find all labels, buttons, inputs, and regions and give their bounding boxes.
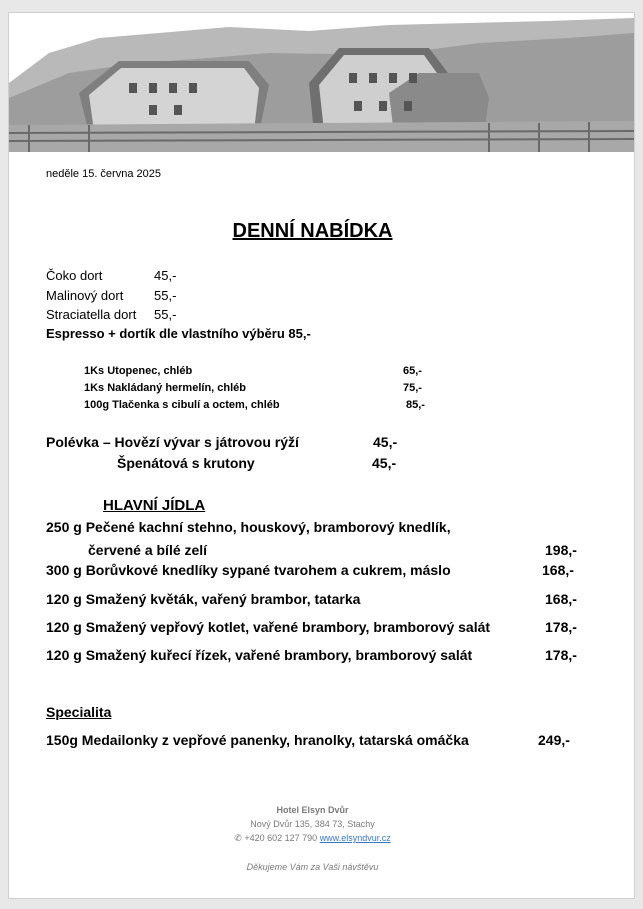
dessert-name: Čoko dort [46,268,103,283]
soup-second: Špenátová s krutony [117,455,255,471]
cold-item-price: 65,- [403,365,422,377]
main-dish-name: 120 g Smažený kuřecí řízek, vařené brambory, bramborový salát [46,647,473,663]
phone-icon: ✆ [234,833,242,843]
footer-contact [9,833,616,844]
menu-page [8,12,635,899]
main-dish-name: 250 g Pečené kachní stehno, houskový, bramborový knedlík, [46,519,451,535]
footer-website-link[interactable]: www.elsyndvur.cz [319,833,391,843]
main-dish-price: 198,- [545,542,577,558]
dessert-name: Malinový dort [46,288,124,303]
menu-date: neděle 15. června 2025 [46,168,161,180]
footer-phone: +420 602 127 790 [244,833,318,843]
soup-price: 45,- [372,455,397,471]
main-dish-price: 178,- [545,647,577,663]
main-dish-price: 178,- [545,619,577,635]
main-dish-name: 120 g Smažený vepřový kotlet, vařené brambory, bramborový salát [46,619,491,635]
espresso-offer: Espresso + dortík dle vlastního výběru 85,- [46,326,311,341]
dessert-name: Straciatella dort [46,307,137,322]
cold-item-name: 100g Tlačenka s cibulí a octem, chléb [84,399,280,411]
soup-price: 45,- [373,434,398,450]
special-dish-name: 150g Medailonky z vepřové panenky, hranolky, tatarská omáčka [46,732,469,748]
hotel-banner-image [9,13,634,152]
main-dish-name: 300 g Borůvkové knedlíky sypané tvarohem a cukrem, máslo [46,562,451,578]
main-dishes-heading: HLAVNÍ JÍDLA [103,497,206,514]
footer-hotel-name: Hotel Elsyn Dvůr [276,805,349,815]
dessert-price: 55,- [154,307,177,322]
special-heading: Specialita [46,704,112,720]
main-dish-price: 168,- [542,562,574,578]
menu-title: DENNÍ NABÍDKA [232,220,393,242]
cold-item-price: 75,- [403,382,422,394]
dessert-price: 45,- [154,268,177,283]
cold-item-name: 1Ks Nakládaný hermelín, chléb [84,382,247,394]
special-dish-price: 249,- [538,732,570,748]
soup-label: Polévka – Hovězí vývar s játrovou rýží [46,434,299,450]
cold-item-price: 85,- [406,399,425,411]
main-dish-name: 120 g Smažený květák, vařený brambor, tatarka [46,591,361,607]
dessert-price: 55,- [154,288,177,303]
footer-address: Nový Dvůr 135, 384 73, Stachy [250,819,375,829]
main-dish-price: 168,- [545,591,577,607]
main-dish-name-cont: červené a bílé zelí [88,542,208,558]
footer-thanks: Děkujeme Vám za Vaši návštěvu [246,862,379,872]
cold-item-name: 1Ks Utopenec, chléb [84,365,193,377]
